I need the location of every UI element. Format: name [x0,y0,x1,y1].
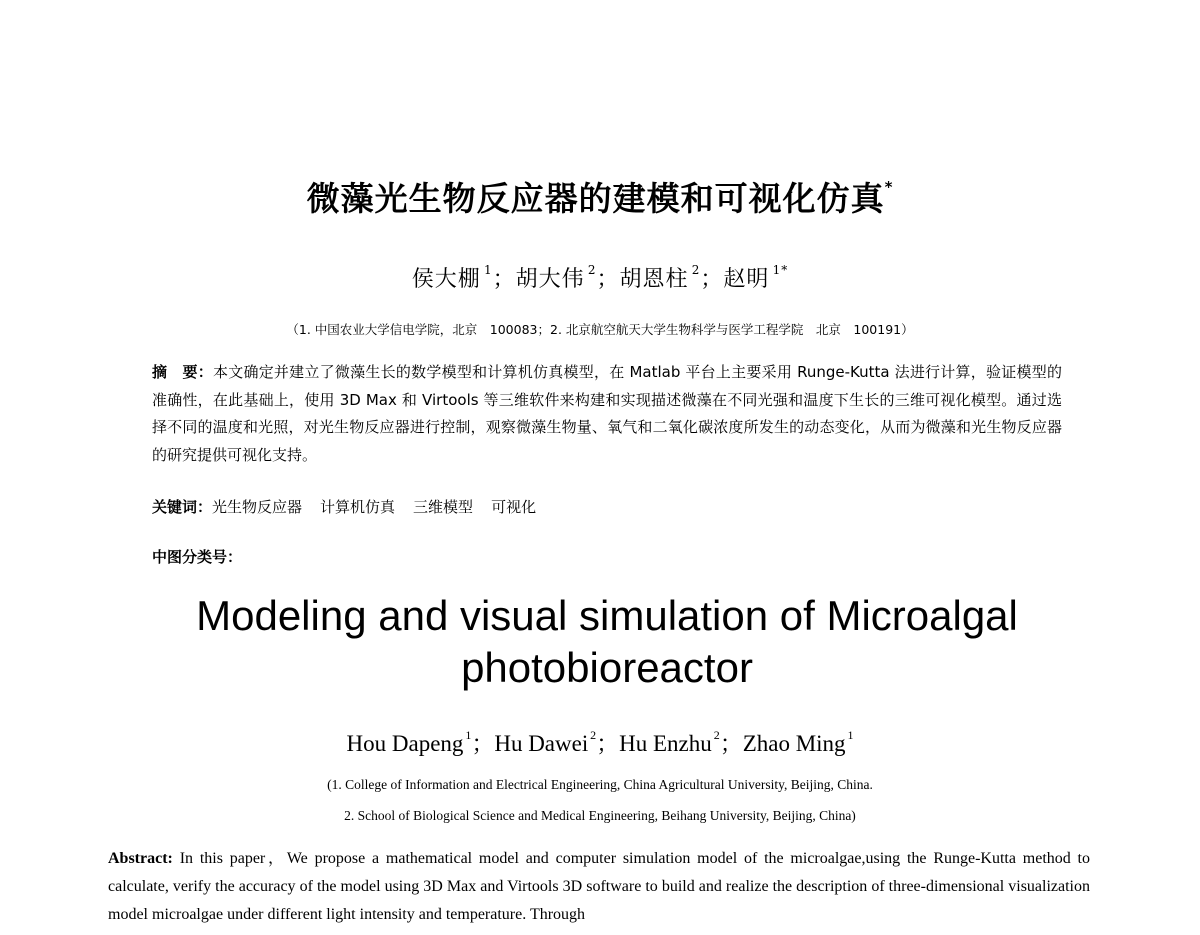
english-abstract-text: In this paper，We propose a mathematical model and computer simulation model of the microalgae,using the Runge-Kutta method to calculate, verify the accuracy of the model using 3D Max and Virtools 3D software to build and realize the description of three-dimensional visualization model microalgae under different light intensity and temperature. Through [108,850,1091,923]
keyword: 三维模型 [413,498,474,516]
english-author-name: Hou Dapeng [346,731,464,756]
keyword: 可视化 [491,498,537,516]
chinese-author-sup: 1 [483,263,493,277]
chinese-author-separator: ； [596,267,620,292]
chinese-abstract [152,359,1062,469]
english-affiliation-2: 2. School of Biological Science and Medical Engineering, Beihang University, Beijing, China) [344,808,856,823]
chinese-author-sup: 2 [691,263,701,277]
chinese-keywords [152,494,554,520]
keyword: 光生物反应器 [212,498,303,516]
english-title: Modeling and visual simulation of Microalgal photobioreactor [196,592,1018,691]
chinese-title-text: 微藻光生物反应器的建模和可视化仿真 [306,179,885,218]
english-affiliation-1: (1. College of Information and Electrical Engineering, China Agricultural University, Beijing, China. [327,777,873,792]
chinese-abstract-label: 摘 要： [152,363,213,381]
chinese-abstract-text: 本文确定并建立了微藻生长的数学模型和计算机仿真模型，在 Matlab 平台上主要采用 Runge-Kutta 法进行计算，验证模型的准确性，在此基础上，使用 3D Max 和 Virtools 等三维软件来构建和实现描述微藻在不同光强和温度下生长的三维可视化模型。通过选择不同的温度和光照，对光生物反应器进行控制，观察微藻生物量、氧气和二氧化碳浓度所发生的动态变化，从而为微藻和光生物反应器的研究提供可视化支持。 [152,363,1062,464]
chinese-title [0,163,1200,223]
chinese-author-name: 侯大棚 [411,267,481,292]
english-author-name: Hu Dawei [494,731,589,756]
chinese-keywords-label: 关键词： [152,498,213,516]
chinese-title-footnote-mark: * [884,178,894,196]
english-author-sup: 1 [465,728,472,742]
english-author-name: Hu Enzhu [619,731,712,756]
chinese-author-name: 胡恩柱 [619,267,689,292]
english-author-sup: 2 [713,728,720,742]
chinese-author-sup: 2 [587,263,597,277]
english-author-name: Zhao Ming [742,731,846,756]
english-author-sup: 1 [847,728,854,742]
english-author-sup: 2 [590,728,597,742]
chinese-affiliations: （1. 中国农业大学信电学院，北京 100083；2. 北京航空航天大学生物科学与医学工程学院 北京 100191） [286,322,914,337]
english-author-separator: ； [719,731,743,756]
chinese-author-sup: 1* [772,263,789,277]
chinese-author-name: 胡大伟 [515,267,585,292]
english-abstract [108,845,1090,929]
chinese-author-separator: ； [492,267,516,292]
english-authors [0,718,1200,761]
chinese-author-separator: ； [700,267,724,292]
english-author-separator: ； [596,731,620,756]
english-author-separator: ； [471,731,495,756]
keyword: 计算机仿真 [320,498,396,516]
english-abstract-label: Abstract: [108,850,173,867]
chinese-authors [0,253,1200,297]
chinese-clc-label: 中图分类号： [152,548,243,566]
chinese-author-name: 赵明 [723,267,770,292]
